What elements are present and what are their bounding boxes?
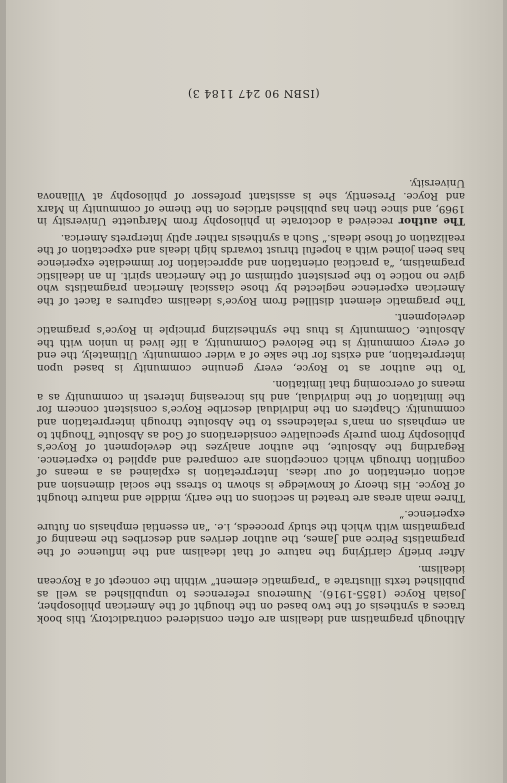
paragraph-2: After briefly clarifying the nature of that idealism and the influence of the pragmatists Peirce and James, the author derives and describes the meaning of pragmatism with which the study proceeds, i.e. “an essential emphasis on future experience.” — [37, 508, 465, 559]
author-bio-text: received a doctorate in philosophy from Marquette University in 1969, and since then has published articles on the theme of community in Marx and Royce. Presently, she is assistant professor of philosophy at Villanova University. — [36, 177, 465, 228]
paragraph-5: The pragmatic element distilled from Royce’s idealism captures a facet of the American experience neglected by those classical American pragmatists who give no notice to the persistent optimism of the American spirit. In an idealistic pragmatism, “a practical orientation and appreciation for immediate experience has been joined with a hopeful thrust towards high ideals and expectation of the realization of those ideals.” Such a synthesis rather aptly interprets America. — [37, 231, 465, 307]
author-bio-lead: The author — [398, 215, 465, 228]
paragraph-3: Three main areas are treated in sections on the early, middle and mature thought of Royce. His theory of knowledge is shown to stress the social dimension and action orientation of our ideas. Interpretation is explained as a means of cognition through which conceptions are compared and applied to experience. Regarding the Absolute, the author analyzes the development of Royce’s philosophy from purely speculative considerations of God as Absolute Thought to an emphasis on man’s relatedness to the Absolute through interpretation and community. Chapters on the individual describe Royce’s consistent concern for the limitation of the individual, and his increasing interest in community as a means of overcoming that limitation. — [37, 378, 465, 504]
isbn-line: (ISBN 90 247 1184 3) — [187, 87, 320, 100]
blurb-text — [37, 173, 465, 625]
paragraph-4: To the author as to Royce, every genuine community is based upon interpretation, and exists for the sake of a wider community. Ultimately, the end of every community is the Beloved Community, a life lived in union with the Absolute. Community is thus the synthesizing principle in Royce’s pragmatic development. — [37, 311, 465, 374]
paragraph-1: Although pragmatism and idealism are often considered contradictory, this book traces a synthesis of the two based on the thought of the American philosopher, Josiah Royce (1855-1916). Numerous references to unpublished as well as published texts illustrate a “pragmatic element” within the concept of a Roycean idealism. — [37, 562, 465, 625]
author-bio — [37, 177, 465, 227]
